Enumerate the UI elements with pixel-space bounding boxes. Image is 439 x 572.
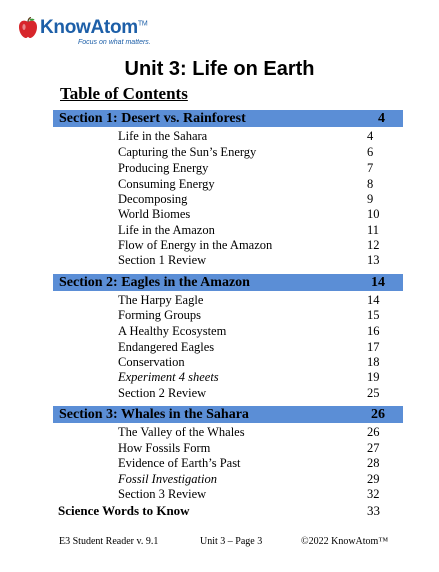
section-title: Section 2: Eagles in the Amazon (59, 274, 250, 290)
toc-entry (118, 385, 393, 401)
toc-entry-page: 15 (367, 307, 380, 322)
toc-entry (118, 237, 393, 253)
toc-entry (118, 191, 393, 207)
toc-entry (118, 471, 393, 487)
toc-entry (118, 339, 393, 355)
toc-entry-page: 8 (367, 176, 374, 191)
toc-entry-title: Section 1 Review (118, 252, 207, 267)
toc-entry-title: Flow of Energy in the Amazon (118, 237, 273, 252)
toc-entry-page: 29 (367, 471, 380, 486)
toc-entry (118, 206, 393, 222)
toc-entry-page: 26 (367, 424, 380, 439)
toc-entry-title: Decomposing (118, 191, 188, 206)
toc-entry (118, 455, 393, 471)
toc-entry-page: 25 (367, 385, 380, 400)
section-title: Section 1: Desert vs. Rainforest (59, 110, 246, 126)
toc-entry (118, 424, 393, 440)
section-page: 4 (378, 110, 385, 126)
toc-entry-title: World Biomes (118, 206, 191, 221)
toc-entry-title: The Valley of the Whales (118, 424, 245, 439)
toc-entry-page: 19 (367, 369, 380, 384)
footer-copyright: ©2022 KnowAtom™ (301, 536, 389, 547)
section-title: Section 3: Whales in the Sahara (59, 406, 249, 422)
toc-entry-page: 17 (367, 339, 380, 354)
toc-entry (118, 323, 393, 339)
toc-entry (118, 440, 393, 456)
toc-entry-page: 18 (367, 354, 380, 369)
toc-entry-title: Evidence of Earth’s Past (118, 455, 241, 470)
toc-entry (118, 292, 393, 308)
science-words-page: 33 (367, 503, 380, 518)
toc-entry-page: 11 (367, 222, 380, 237)
toc-entry-page: 28 (367, 455, 380, 470)
toc-entry-page: 12 (367, 237, 380, 252)
section-header (53, 274, 403, 291)
footer-version: E3 Student Reader v. 9.1 (59, 536, 159, 547)
toc-entry-title: Fossil Investigation (118, 471, 217, 486)
toc-entry (118, 354, 393, 370)
toc-entry-title: Forming Groups (118, 307, 201, 322)
toc-entry-title: Life in the Sahara (118, 128, 208, 143)
brand-tagline: Focus on what matters. (78, 39, 151, 46)
toc-entry-page: 7 (367, 160, 374, 175)
section-header (53, 110, 403, 127)
toc-entry-page: 4 (367, 128, 374, 143)
section-page: 14 (371, 274, 385, 290)
toc-entry (118, 176, 393, 192)
toc-entry-title: The Harpy Eagle (118, 292, 204, 307)
toc-entry-page: 6 (367, 144, 374, 159)
toc-entry (118, 369, 393, 385)
toc-entry (118, 486, 393, 502)
toc-entry-title: Producing Energy (118, 160, 209, 175)
section-header (53, 406, 403, 423)
toc-entry (118, 222, 393, 238)
toc-entry-title: How Fossils Form (118, 440, 211, 455)
toc-entry-title: Life in the Amazon (118, 222, 215, 237)
toc-entry-page: 32 (367, 486, 380, 501)
toc-entry-title: Consuming Energy (118, 176, 215, 191)
section-page: 26 (371, 406, 385, 422)
footer-page: Unit 3 – Page 3 (200, 536, 263, 547)
toc-entry-title: Experiment 4 sheets (118, 369, 219, 384)
toc-entry-page: 13 (367, 252, 380, 267)
toc-entry-page: 10 (367, 206, 380, 221)
toc-entry (118, 252, 393, 268)
apple-icon (18, 17, 38, 39)
toc-entry-title: Endangered Eagles (118, 339, 215, 354)
toc-entry-title: Capturing the Sun’s Energy (118, 144, 257, 159)
toc-entry-page: 9 (367, 191, 374, 206)
toc-entry (118, 307, 393, 323)
toc-entry-page: 16 (367, 323, 380, 338)
toc-entry-title: Section 2 Review (118, 385, 207, 400)
toc-entry-title: Conservation (118, 354, 185, 369)
page-title: Unit 3: Life on Earth (124, 58, 315, 80)
science-words-title: Science Words to Know (58, 503, 190, 518)
toc-heading: Table of Contents (60, 84, 188, 103)
toc-entry-title: A Healthy Ecosystem (118, 323, 227, 338)
toc-entry (118, 144, 393, 160)
toc-entry (118, 128, 393, 144)
page-footer (0, 536, 439, 550)
toc-entry-title: Section 3 Review (118, 486, 207, 501)
toc-entry-page: 27 (367, 440, 380, 455)
brand-name: KnowAtom™ (40, 17, 148, 38)
knowatom-logo (18, 13, 178, 49)
science-words-entry (58, 503, 393, 519)
toc-entry-page: 14 (367, 292, 380, 307)
toc-entry (118, 160, 393, 176)
